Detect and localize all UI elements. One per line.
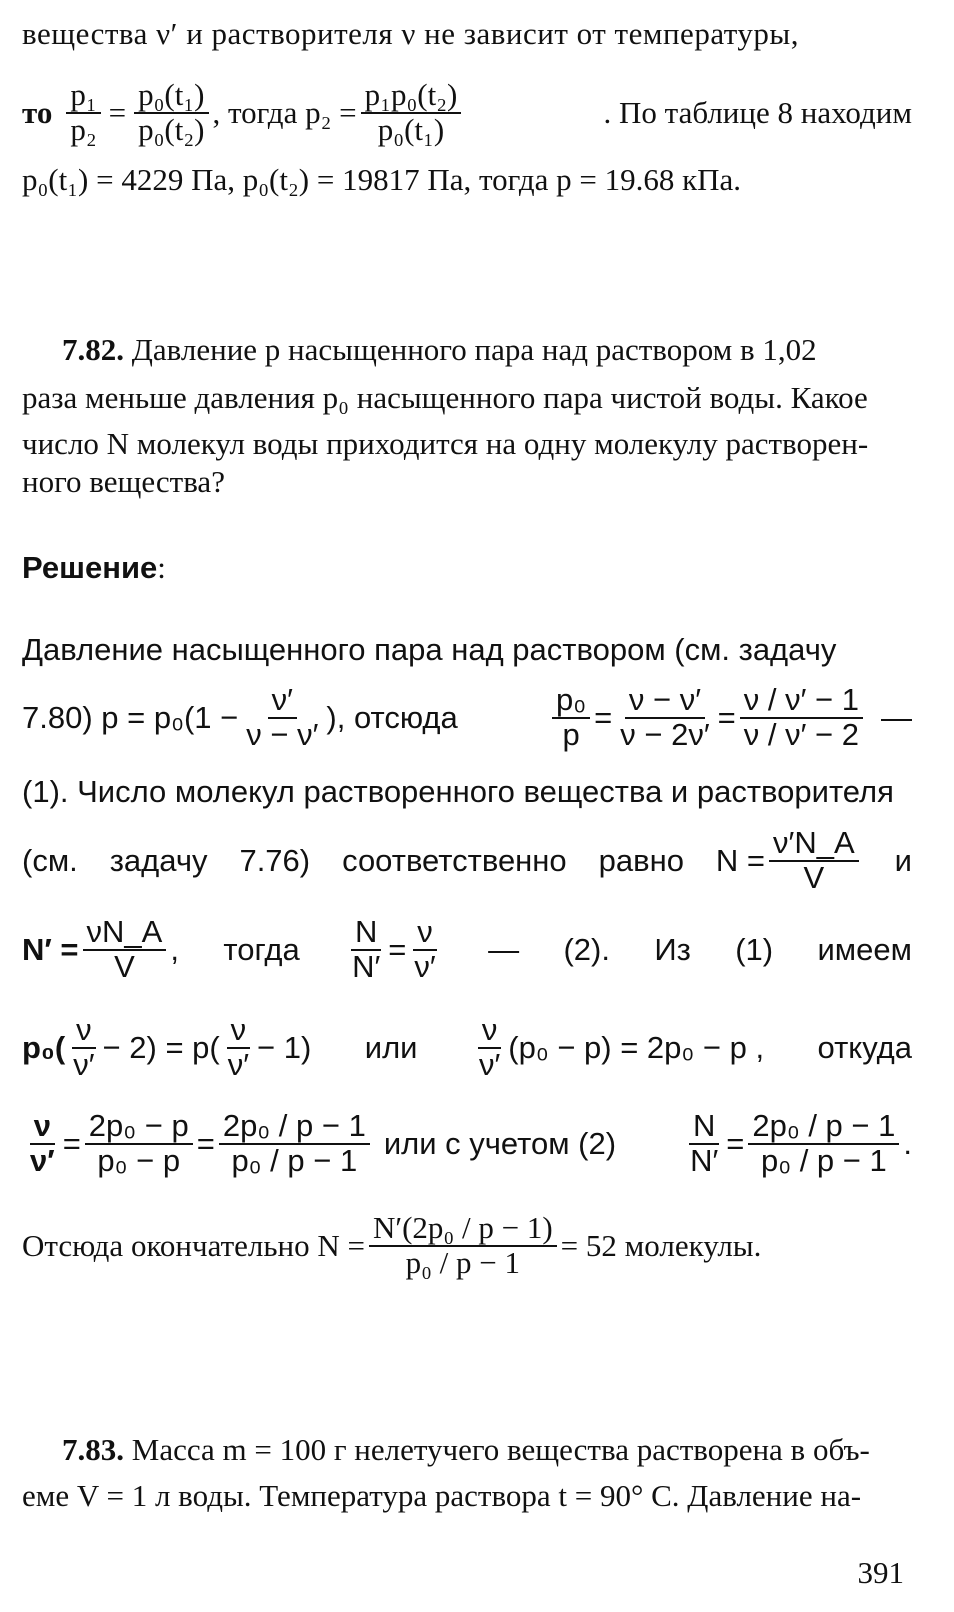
text: (1). Число молекул растворенного вещества и растворителя [22,774,894,809]
fraction: $\frac{\text{p₁}}{\text{p₂}}$ [66,79,100,146]
fraction: $\frac{\text{p₀(t₁)}}{\text{p₀(t₂)}}$ [134,79,208,146]
fraction: $\frac{\nu}{\nu'}$ [414,914,436,984]
fraction: $\frac{\nu'N\_A}{V}$ [769,827,859,894]
fraction: $\frac{\text{2p₀ / p − 1}}{\text{p₀ / p − 1}}$ [219,1110,370,1177]
text-line [22,630,912,670]
fraction: $\frac{\text{2p₀ / p − 1}}{\text{p₀ / p − 1}}$ [748,1110,899,1177]
page-number: 391 [857,1555,904,1590]
fraction: $\frac{N}{N'}$ [352,914,381,984]
text: число N молекул воды приходится на одну молекулу растворен- [22,426,869,461]
text-line [22,14,912,54]
formula-line: (см. задачу 7.76) соответственно равно N = $\frac{\nu'N\_A}{V}$ и [22,825,912,895]
text-line [22,424,912,464]
heading: Решение [22,550,158,585]
fraction: $\frac{\nu / \nu' - 1}{\nu / \nu' - 2}$ [740,684,863,751]
formula-line: p₀( $\frac{\nu}{\nu'}$ − 2) = p( $\frac{\nu}{\nu'}$ − 1) или $\frac{\nu}{\nu'}$ (p₀ − p) = 2p₀ − p , откуда [22,1012,912,1082]
fraction: $\frac{\nu N\_A}{V}$ [83,916,167,983]
text: ного вещества? [22,464,225,499]
fraction: $\frac{\nu}{\nu'}$ [478,1012,501,1082]
formula-line: то $\frac{\text{p₁}}{\text{p₂}}$ = $\frac{\text{p₀(t₁)}}{\text{p₀(t₂)}}$ , тогда p₂ = $\frac{\text{p₁p₀(t₂)}}{\text{p₀(t₁)}}$ . По таблице 8 находим [22,77,912,147]
text-line [22,462,912,502]
text-line [22,1476,912,1516]
fraction: $\frac{N}{N'}$ [690,1108,719,1178]
formula-line: N′ = $\frac{\nu N\_A}{V}$ , тогда $\frac{N}{N'}$ = $\frac{\nu}{\nu'}$ — (2). Из (1) имеем [22,914,912,984]
solution-heading: Решение: [22,550,166,585]
fraction: $\frac{\nu}{\nu'}$ [73,1012,95,1082]
fraction: $\frac{\text{2p₀ − p}}{\text{p₀ − p}}$ [85,1110,193,1177]
fraction: $\frac{\text{p₀}}{p}$ [552,684,590,751]
text: Масса m = 100 г нелетучего вещества растворена в объ- [131,1432,870,1467]
fraction: $\frac{\text{p₁p₀(t₂)}}{\text{p₀(t₁)}}$ [361,79,462,146]
text: вещества ν′ и растворителя ν не зависит от температуры, [22,16,799,51]
formula-line: $\frac{\nu}{\nu'}$ = $\frac{\text{2p₀ − p}}{\text{p₀ − p}}$ = $\frac{\text{2p₀ / p − 1}}{\text{p₀ / p − 1}}$ или с учетом (2) $\frac{N}{N'}$ = $\frac{\text{2p₀ / p − 1}}{\text{p₀ / p − 1}}$ . [22,1104,912,1184]
problem-line [22,330,912,370]
problem-line [22,1430,912,1470]
text: то [22,95,53,130]
text: раза меньше давления p₀ насыщенного пара чистой воды. Какое [22,380,868,415]
text: еме V = 1 л воды. Температура раствора t = 90° С. Давление на- [22,1478,862,1513]
fraction: $\frac{\text{N′(2p₀ / p − 1)}}{\text{p₀ / p − 1}}$ [369,1212,557,1279]
text: . По таблице 8 находим [603,95,912,130]
problem-number: 7.82. [62,332,124,367]
text: p₀(t₁) = 4229 Па, p₀(t₂) = 19817 Па, тогда p = 19.68 кПа. [22,162,742,197]
fraction: $\frac{\nu}{\nu'}$ [227,1012,250,1082]
fraction: $\frac{\nu'}{\nu - \nu'}$ [246,682,319,752]
formula-line: Отсюда окончательно N = $\frac{\text{N′(2p₀ / p − 1)}}{\text{p₀ / p − 1}}$ = 52 молекулы. [22,1210,762,1280]
fraction: $\frac{\nu}{\nu'}$ [30,1108,55,1178]
problem-number: 7.83. [62,1432,124,1467]
text-line [22,772,912,812]
text-line [22,160,912,200]
text: , тогда p₂ = [212,95,357,130]
text-line [22,378,912,418]
text: Давление p насыщенного пара над раствором в 1,02 [131,332,817,367]
formula-line: 7.80) p = p₀(1 − $\frac{\nu'}{\nu - \nu'}$ ), отсюда $\frac{\text{p₀}}{p}$ = $\frac{\nu - \nu'}{\nu - 2\nu'}$ = $\frac{\nu / \nu' - 1}{\nu / \nu' - 2}$ — [22,682,912,752]
fraction: $\frac{\nu - \nu'}{\nu - 2\nu'}$ [620,682,710,752]
text: Давление насыщенного пара над раствором (см. задачу [22,632,837,667]
